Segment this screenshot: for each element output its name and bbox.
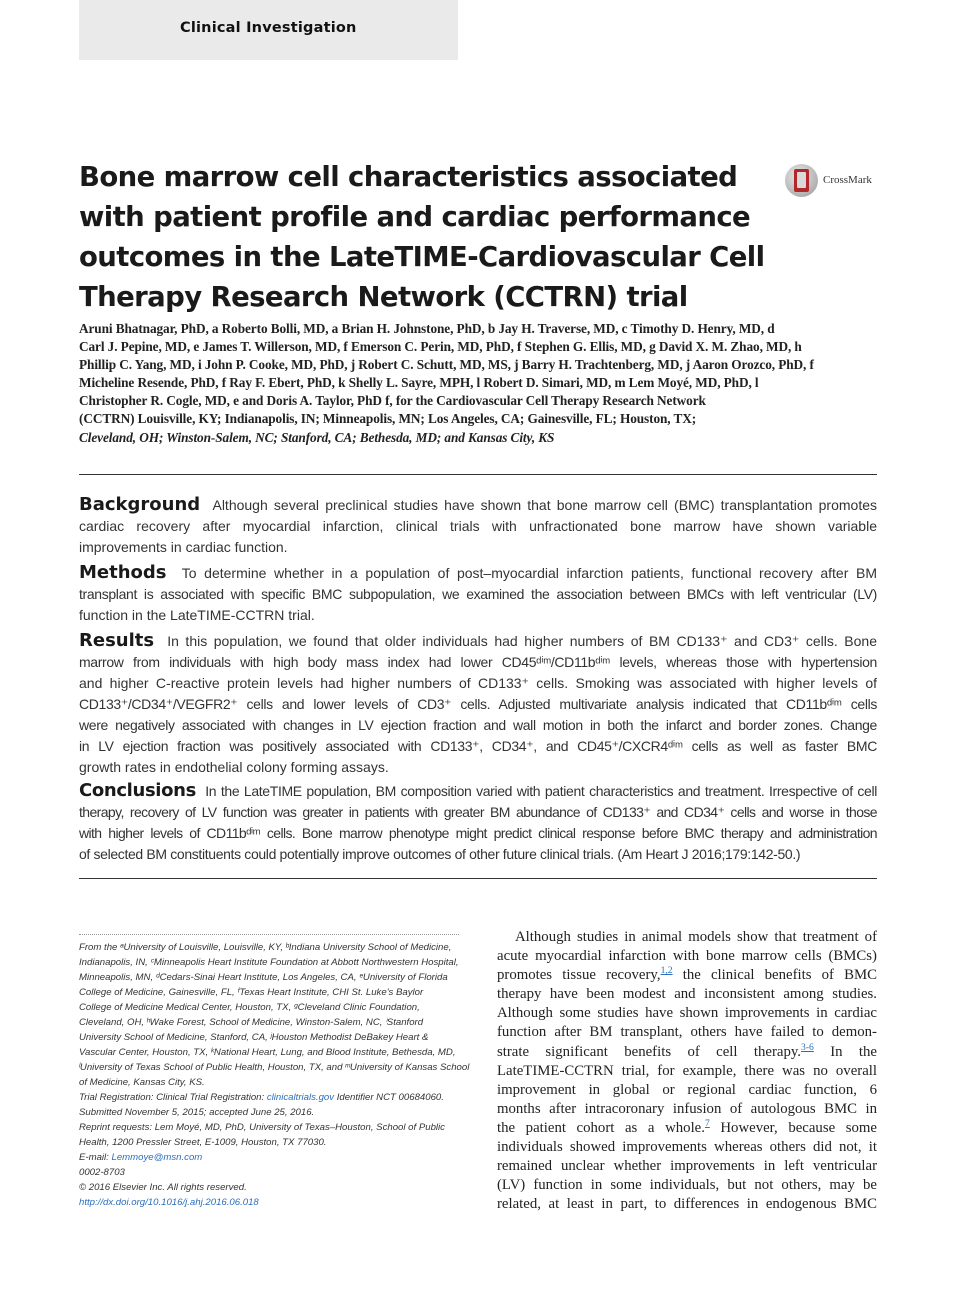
abstract-heading: Results <box>79 630 155 651</box>
abstract-line: Methods To determine whether in a population of post–myocardial infarction patients, functional recovery after BM <box>79 562 877 583</box>
abstract-line: Results In this population, we found that older individuals had higher numbers of BM CD133⁺ and CD3⁺ cells. Bone <box>79 630 877 651</box>
author-list <box>79 320 879 447</box>
abstract-heading: Background <box>79 494 201 515</box>
abstract-line: Conclusions In the LateTIME population, BM composition varied with patient characteristics and treatment. Irrespective of cell <box>79 780 877 801</box>
title-line: Therapy Research Network (CCTRN) trial <box>79 281 688 313</box>
body-line: LateTIME-CCTRN trial, for example, there was no overall <box>497 1062 877 1079</box>
abstract-conclusions <box>79 780 877 865</box>
author-line: Aruni Bhatnagar, PhD, a Roberto Bolli, MD, a Brian H. Johnstone, PhD, b Jay H. Traverse, MD, c Timothy D. Henry, MD, d <box>79 321 775 336</box>
affiliation-line: College of Medicine Medical Center, Houston, TX, ᵍCleveland Clinic Foundation, <box>79 1002 420 1013</box>
reprint-line: Health, 1200 Pressler Street, E-1009, Houston, TX 77030. <box>79 1137 327 1148</box>
abstract-line: function in the LateTIME-CCTRN trial. <box>79 607 315 623</box>
citation-link[interactable]: 7 <box>704 1118 710 1130</box>
copyright: © 2016 Elsevier Inc. All rights reserved. <box>79 1182 247 1193</box>
abstract-bottom-rule <box>79 878 877 879</box>
affiliation-line: Cleveland, OH, ʰWake Forest, School of Medicine, Winston-Salem, NC, ⁱStanford <box>79 1017 424 1028</box>
section-label-tab <box>79 0 458 60</box>
abstract-results <box>79 630 877 778</box>
footnotes <box>79 940 470 1210</box>
abstract-background <box>79 494 877 558</box>
title-line: Bone marrow cell characteristics associated <box>79 161 738 193</box>
abstract-heading: Methods <box>79 562 167 583</box>
affiliation-line: of Medicine, Kansas City, KS. <box>79 1077 205 1088</box>
body-line: therapy have been modest and inconsistent among studies. <box>497 986 877 1003</box>
crossmark-badge[interactable] <box>785 164 885 198</box>
body-line: acute myocardial infarction with bone marrow cells (BMCs) <box>497 948 877 965</box>
abstract-line: in LV ejection fraction was positively associated with CD133⁺, CD34⁺, and CD45⁺/CXCR4ᵈⁱᵐ cells as well as faster BMC <box>79 738 877 754</box>
citation-link[interactable]: 1,2 <box>660 965 673 977</box>
abstract-line: cardiac recovery after myocardial infarction, clinical trials with unfractionated bone marrow have shown variable <box>79 518 877 534</box>
affiliation-line: ˡUniversity of Texas School of Public Health, Houston, TX, and ᵐUniversity of Kansas School <box>79 1062 470 1073</box>
body-line: months after intracoronary infusion of autologous BMC in <box>497 1100 877 1117</box>
issn: 0002-8703 <box>79 1167 125 1178</box>
email-line: E-mail: Lemmoye@msn.com <box>79 1152 203 1163</box>
abstract-line: and higher C-reactive protein levels had higher numbers of CD133⁺ cells. Smoking was associated with higher levels of <box>79 675 877 691</box>
body-line: improvement in global or regional cardiac function, 6 <box>497 1081 877 1098</box>
abstract-line: Background Although several preclinical studies have shown that bone marrow cell (BMC) transplantation promotes <box>79 494 877 515</box>
body-line: related, at least in part, to differences in endogenous BMC <box>497 1196 877 1213</box>
body-text <box>497 928 877 1214</box>
author-line: Carl J. Pepine, MD, e James T. Willerson, MD, f Emerson C. Perin, MD, PhD, f Stephen G. Ellis, MD, g David X. M. Zhao, MD, h <box>79 339 802 355</box>
trial-registry-link[interactable]: clinicaltrials.gov <box>266 1092 335 1103</box>
author-affiliation-line: Cleveland, OH; Winston-Salem, NC; Stanford, CA; Bethesda, MD; and Kansas City, KS <box>79 429 555 445</box>
author-line: Phillip C. Yang, MD, i John P. Cooke, MD, PhD, j Robert C. Schutt, MD, MS, j Barry H. Trachtenberg, MD, j Aaron Orozco, PhD, f <box>79 357 814 373</box>
affiliation-line: Minneapolis, MN, ᵈCedars-Sinai Heart Institute, Los Angeles, CA, ᵉUniversity of Florida <box>79 972 448 983</box>
abstract-line: marrow from individuals with high body mass index had lower CD45ᵈⁱᵐ/CD11bᵈⁱᵐ levels, whereas those with hypertension <box>79 654 877 670</box>
author-line: Christopher R. Cogle, MD, e and Doris A. Taylor, PhD f, for the Cardiovascular Cell Therapy Research Network <box>79 393 706 409</box>
body-line: Although studies in animal models show that treatment of <box>515 929 877 945</box>
abstract-top-rule <box>79 474 877 475</box>
affiliation-line: Indianapolis, IN, ᶜMinneapolis Heart Institute Foundation at Abbott Northwestern Hospital, <box>79 957 459 968</box>
article-title <box>79 157 769 317</box>
body-line: Although some studies have shown improvements in cardiac <box>497 1005 877 1022</box>
body-line: function after BM transplant, others have failed to demon- <box>497 1024 877 1041</box>
abstract-line: growth rates in endothelial colony forming assays. <box>79 759 389 775</box>
bookmark-icon <box>794 169 809 192</box>
crossmark-label: CrossMark <box>823 174 872 186</box>
abstract-line: improvements in cardiac function. <box>79 539 288 555</box>
author-affiliation-line: (CCTRN) Louisville, KY; Indianapolis, IN; Minneapolis, MN; Los Angeles, CA; Gainesville, FL; Houston, TX; <box>79 411 697 427</box>
citation-link[interactable]: 3-6 <box>801 1041 814 1053</box>
abstract-heading: Conclusions <box>79 780 196 801</box>
section-label: Clinical Investigation <box>180 20 357 36</box>
affiliation-line: University School of Medicine, Stanford, CA, ʲHouston Methodist DeBakey Heart & <box>79 1032 429 1043</box>
title-line: outcomes in the LateTIME-Cardiovascular Cell <box>79 241 765 273</box>
abstract-line: transplant is associated with specific BMC subpopulation, we examined the association between BMCs with left ventricular (LV) <box>79 586 877 602</box>
email-link[interactable]: Lemmoye@msn.com <box>111 1152 203 1163</box>
doi-link[interactable]: http://dx.doi.org/10.1016/j.ahj.2016.06.018 <box>79 1197 259 1208</box>
affiliation-line: Vascular Center, Houston, TX, ᵏNational Heart, Lung, and Blood Institute, Bethesda, MD, <box>79 1047 456 1058</box>
submission-dates: Submitted November 5, 2015; accepted June 25, 2016. <box>79 1107 315 1118</box>
abstract-line: of selected BM constituents could potentially improve outcomes of other future clinical trials. (Am Heart J 2016;179:142-50.) <box>79 846 801 862</box>
author-line: Micheline Resende, PhD, f Ray F. Ebert, PhD, k Shelly L. Sayre, MPH, l Robert D. Simari, MD, m Lem Moyé, MD, PhD, l <box>79 375 759 391</box>
footnote-divider <box>79 934 459 935</box>
abstract-line: were negatively associated with changes in LV ejection fraction and wall motion in both the infarct and border zones. Change <box>79 717 877 733</box>
body-line: individuals showed improvements whereas others did not, it <box>497 1139 877 1156</box>
trial-registration: Trial Registration: Clinical Trial Registration: clinicaltrials.gov Identifier NCT 00684060. <box>79 1092 444 1103</box>
abstract-line: with higher levels of CD11bᵈⁱᵐ cells. Bone marrow phenotype might predict clinical response before BMC therapy and administration <box>79 825 877 841</box>
affiliation-line: From the ᵃUniversity of Louisville, Louisville, KY, ᵇIndiana University School of Medicine, <box>79 942 452 953</box>
abstract-line: therapy, recovery of LV function was greater in patients with greater BM abundance of CD133⁺ and CD34⁺ cells and worse in those <box>79 804 877 820</box>
affiliation-line: College of Medicine, Gainesville, FL, ᶠTexas Heart Institute, CHI St. Luke's Baylor <box>79 987 424 998</box>
body-line: promotes tissue recovery,$^{1,2}$ the clinical benefits of BMC <box>497 965 877 984</box>
body-line: (LV) function in some individuals, but not others, may be <box>497 1177 877 1194</box>
abstract-line: CD133⁺/CD34⁺/VEGFR2⁺ cells and lower levels of CD3⁺ cells. Adjusted multivariate analysis indicated that CD11bᵈⁱᵐ cells <box>79 696 877 712</box>
body-line: strate significant benefits of cell therapy.$^{3-6}$ In the <box>497 1041 877 1060</box>
abstract-methods <box>79 562 877 626</box>
body-line: the patient cohort as a whole.$^7$ However, because some <box>497 1118 877 1136</box>
reprint-line: Reprint requests: Lem Moyé, MD, PhD, University of Texas–Houston, School of Public <box>79 1122 445 1133</box>
title-line: with patient profile and cardiac performance <box>79 201 751 233</box>
body-line: remained unclear whether improvements in left ventricular <box>497 1158 877 1175</box>
